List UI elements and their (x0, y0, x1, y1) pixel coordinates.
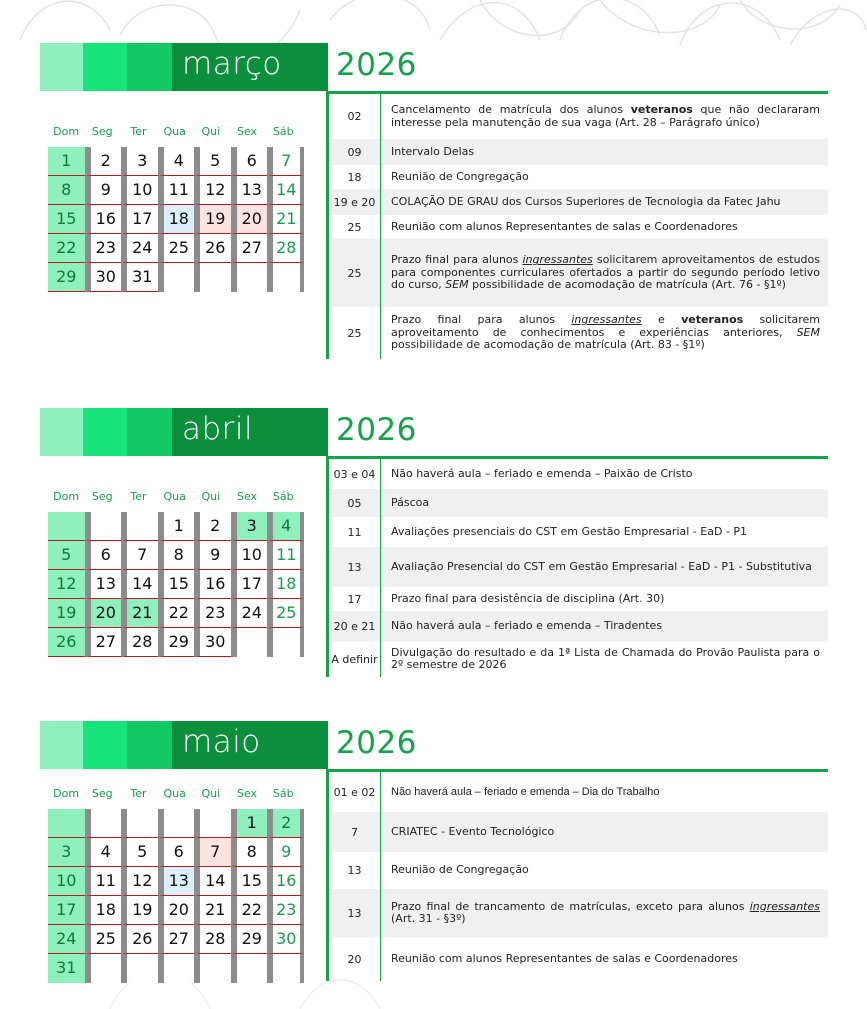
day-cell: 24 (48, 925, 85, 954)
day-cell: 28 (194, 925, 231, 954)
event-row (329, 307, 828, 359)
day-cell: 27 (85, 628, 122, 657)
day-cell (231, 954, 268, 983)
event-description: Reunião com alunos Representantes de salas e Coordenadores (391, 219, 738, 233)
event-row (329, 517, 828, 547)
day-cell: 30 (267, 925, 304, 954)
day-cell: 1 (158, 512, 195, 541)
day-cell: 7 (267, 147, 304, 176)
day-cell: 5 (194, 147, 231, 176)
day-cell (158, 263, 195, 292)
day-cell: 3 (48, 838, 85, 867)
day-cell: 11 (85, 867, 122, 896)
day-cell: 5 (121, 838, 158, 867)
event-description: Cancelamento de matrícula dos alunos veteranos que não declararam interesse pela manutenção de sua vaga (Art. 28 – Parágrafo único) (391, 103, 820, 129)
event-row (329, 165, 828, 189)
week-row (48, 954, 304, 983)
day-cell: 22 (231, 896, 268, 925)
year-label: 2026 (336, 725, 417, 761)
day-cell: 16 (267, 867, 304, 896)
year-label: 2026 (336, 412, 417, 448)
month-name: março (182, 46, 282, 82)
events-table (326, 772, 828, 981)
day-cell: 14 (121, 570, 158, 599)
day-cell (48, 512, 85, 541)
event-description: Páscoa (391, 495, 430, 509)
week-row (48, 176, 304, 205)
event-description: CRIATEC - Evento Tecnológico (391, 824, 555, 838)
day-cell: 12 (194, 176, 231, 205)
day-cell: 18 (267, 570, 304, 599)
day-cell: 7 (121, 541, 158, 570)
calendar-grid (48, 147, 304, 292)
weekday-header (48, 490, 302, 503)
event-row (329, 94, 828, 139)
event-row (329, 852, 828, 889)
event-description: Avaliações presenciais do CST em Gestão Empresarial - EaD - P1 (391, 524, 748, 538)
event-row (329, 611, 828, 641)
day-cell: 31 (121, 263, 158, 292)
event-description: Prazo final para desistência de disciplina (Art. 30) (391, 591, 665, 605)
day-cell: 2 (267, 809, 304, 838)
day-cell: 20 (158, 896, 195, 925)
day-cell: 6 (85, 541, 122, 570)
week-row (48, 599, 304, 628)
day-cell (231, 628, 268, 657)
day-cell: 18 (158, 205, 195, 234)
day-cell: 28 (121, 628, 158, 657)
event-date: 09 (329, 139, 381, 165)
day-cell: 25 (267, 599, 304, 628)
event-description: Intervalo Delas (391, 144, 475, 158)
event-row (329, 239, 828, 307)
day-cell: 17 (48, 896, 85, 925)
day-cell (158, 809, 195, 838)
event-row (329, 812, 828, 852)
event-row (329, 215, 828, 239)
weekday-label: Dom (53, 787, 80, 800)
day-cell: 14 (267, 176, 304, 205)
day-cell (194, 263, 231, 292)
day-cell: 12 (121, 867, 158, 896)
day-cell: 22 (48, 234, 85, 263)
event-row (329, 772, 828, 812)
event-date: 13 (329, 547, 381, 587)
day-cell: 9 (267, 838, 304, 867)
day-cell: 19 (48, 599, 85, 628)
day-cell: 15 (158, 570, 195, 599)
month-name: maio (182, 724, 261, 760)
day-cell (231, 263, 268, 292)
event-description: Reunião de Congregação (391, 169, 529, 183)
day-cell: 6 (231, 147, 268, 176)
event-description: Reunião de Congregação (391, 863, 529, 877)
weekday-label: Seg (91, 490, 113, 503)
day-cell: 29 (158, 628, 195, 657)
day-cell: 24 (121, 234, 158, 263)
day-cell (194, 809, 231, 838)
day-cell: 20 (231, 205, 268, 234)
day-cell: 23 (267, 896, 304, 925)
event-date: 13 (329, 889, 381, 937)
day-cell: 20 (85, 599, 122, 628)
day-cell: 6 (158, 838, 195, 867)
weekday-label: Dom (53, 490, 80, 503)
week-row (48, 838, 304, 867)
event-date: 25 (329, 239, 381, 307)
weekday-label: Qua (163, 787, 186, 800)
day-cell: 29 (231, 925, 268, 954)
weekday-label: Qua (163, 125, 186, 138)
day-cell (267, 263, 304, 292)
day-cell: 17 (231, 570, 268, 599)
day-cell: 11 (158, 176, 195, 205)
weekday-label: Ter (130, 125, 147, 138)
month-title-bar (40, 43, 328, 91)
year-label: 2026 (336, 47, 417, 83)
day-cell (85, 512, 122, 541)
week-row (48, 809, 304, 838)
day-cell: 14 (194, 867, 231, 896)
event-description: Prazo final para alunos ingressantes e veteranos solicitarem aproveitamento de conhecimentos e experiências anteriores, SEM possibilidade de acomodação de matrícula (Art. 83 - §1º) (391, 313, 821, 352)
event-date: 05 (329, 489, 381, 517)
day-cell: 8 (231, 838, 268, 867)
weekday-label: Sáb (272, 787, 294, 800)
event-description: Prazo final para alunos ingressantes solicitarem aproveitamentos de estudos para componentes curriculares ofertados a partir do segundo período letivo do curso, SEM possibilidade de acomodação de matrícula (Art. 76 - §1º) (391, 253, 820, 292)
day-cell: 1 (48, 147, 85, 176)
day-cell: 8 (158, 541, 195, 570)
event-date: 7 (329, 812, 381, 852)
weekday-label: Qua (163, 490, 186, 503)
day-cell: 1 (231, 809, 268, 838)
day-cell (158, 954, 195, 983)
week-row (48, 263, 304, 292)
day-cell: 27 (158, 925, 195, 954)
week-row (48, 867, 304, 896)
weekday-label: Qui (201, 787, 221, 800)
day-cell (121, 954, 158, 983)
week-row (48, 925, 304, 954)
day-cell: 10 (121, 176, 158, 205)
event-date: 17 (329, 587, 381, 611)
event-description: Não haverá aula – feriado e emenda – Dia do Trabalho (391, 785, 660, 798)
weekday-header (48, 787, 302, 800)
day-cell: 26 (48, 628, 85, 657)
day-cell (121, 809, 158, 838)
event-date: 18 (329, 165, 381, 189)
day-cell: 3 (121, 147, 158, 176)
day-cell (267, 628, 304, 657)
day-cell: 26 (194, 234, 231, 263)
weekday-label: Qui (201, 490, 221, 503)
day-cell: 15 (231, 867, 268, 896)
day-cell: 4 (267, 512, 304, 541)
event-row (329, 489, 828, 517)
event-date: 20 e 21 (329, 611, 381, 641)
day-cell: 13 (158, 867, 195, 896)
day-cell (267, 954, 304, 983)
event-date: 13 (329, 852, 381, 889)
week-row (48, 205, 304, 234)
event-description: Não haverá aula – feriado e emenda – Tiradentes (391, 618, 663, 632)
day-cell: 2 (194, 512, 231, 541)
day-cell: 30 (194, 628, 231, 657)
day-cell: 18 (85, 896, 122, 925)
day-cell (85, 809, 122, 838)
day-cell: 22 (158, 599, 195, 628)
event-row (329, 889, 828, 937)
day-cell: 28 (267, 234, 304, 263)
day-cell: 29 (48, 263, 85, 292)
week-row (48, 628, 304, 657)
day-cell: 23 (194, 599, 231, 628)
event-description: Não haverá aula – feriado e emenda – Paixão de Cristo (391, 466, 693, 480)
day-cell: 12 (48, 570, 85, 599)
event-date: 19 e 20 (329, 189, 381, 215)
event-row (329, 587, 828, 611)
day-cell: 25 (158, 234, 195, 263)
day-cell: 21 (267, 205, 304, 234)
weekday-label: Sex (236, 125, 258, 138)
event-description: Divulgação do resultado e da 1ª Lista de Chamada do Provão Paulista para o 2º semestre de 2026 (391, 645, 820, 671)
event-date: 25 (329, 215, 381, 239)
day-cell: 9 (194, 541, 231, 570)
week-row (48, 541, 304, 570)
week-row (48, 234, 304, 263)
events-table (326, 459, 828, 677)
weekday-label: Sáb (272, 490, 294, 503)
day-cell: 31 (48, 954, 85, 983)
event-row (329, 459, 828, 489)
weekday-label: Ter (130, 787, 147, 800)
day-cell: 19 (121, 896, 158, 925)
week-row (48, 570, 304, 599)
calendar-grid (48, 512, 304, 657)
day-cell: 13 (231, 176, 268, 205)
day-cell: 30 (85, 263, 122, 292)
day-cell: 26 (121, 925, 158, 954)
day-cell: 16 (85, 205, 122, 234)
event-description: COLAÇÃO DE GRAU dos Cursos Superiores de Tecnologia da Fatec Jahu (391, 194, 781, 208)
day-cell: 24 (231, 599, 268, 628)
day-cell: 8 (48, 176, 85, 205)
day-cell: 2 (85, 147, 122, 176)
weekday-label: Sex (236, 787, 258, 800)
day-cell: 11 (267, 541, 304, 570)
weekday-label: Sáb (272, 125, 294, 138)
event-description: Prazo final de trancamento de matrículas, exceto para alunos ingressantes (Art. 31 - §3º) (391, 899, 820, 925)
day-cell: 10 (231, 541, 268, 570)
event-date: 25 (329, 307, 381, 359)
day-cell: 4 (85, 838, 122, 867)
day-cell (121, 512, 158, 541)
day-cell: 25 (85, 925, 122, 954)
day-cell: 19 (194, 205, 231, 234)
day-cell: 4 (158, 147, 195, 176)
event-date: 03 e 04 (329, 459, 381, 489)
weekday-label: Sex (236, 490, 258, 503)
event-description: Avaliação Presencial do CST em Gestão Empresarial - EaD - P1 - Substitutiva (391, 559, 812, 573)
day-cell (85, 954, 122, 983)
week-row (48, 896, 304, 925)
day-cell: 10 (48, 867, 85, 896)
event-row (329, 189, 828, 215)
day-cell (194, 954, 231, 983)
event-row (329, 139, 828, 165)
event-row (329, 641, 828, 677)
day-cell: 21 (194, 896, 231, 925)
weekday-header (48, 125, 302, 138)
weekday-label: Seg (91, 787, 113, 800)
weekday-label: Ter (130, 490, 147, 503)
week-row (48, 512, 304, 541)
day-cell: 3 (231, 512, 268, 541)
day-cell: 13 (85, 570, 122, 599)
event-date: 01 e 02 (329, 772, 381, 812)
day-cell: 15 (48, 205, 85, 234)
event-description: Reunião com alunos Representantes de salas e Coordenadores (391, 951, 738, 965)
day-cell: 21 (121, 599, 158, 628)
day-cell: 16 (194, 570, 231, 599)
week-row (48, 147, 304, 176)
event-date: 20 (329, 937, 381, 981)
event-date: A definir (329, 641, 381, 677)
event-row (329, 547, 828, 587)
day-cell: 27 (231, 234, 268, 263)
event-date: 11 (329, 517, 381, 547)
month-title-bar (40, 721, 328, 769)
calendar-grid (48, 809, 304, 983)
event-date: 02 (329, 94, 381, 139)
events-table (326, 94, 828, 359)
event-row (329, 937, 828, 981)
day-cell: 17 (121, 205, 158, 234)
month-title-bar (40, 408, 328, 456)
day-cell: 5 (48, 541, 85, 570)
day-cell: 7 (194, 838, 231, 867)
day-cell: 23 (85, 234, 122, 263)
day-cell (48, 809, 85, 838)
day-cell: 9 (85, 176, 122, 205)
weekday-label: Seg (91, 125, 113, 138)
month-name: abril (182, 411, 254, 447)
weekday-label: Dom (53, 125, 80, 138)
weekday-label: Qui (201, 125, 221, 138)
